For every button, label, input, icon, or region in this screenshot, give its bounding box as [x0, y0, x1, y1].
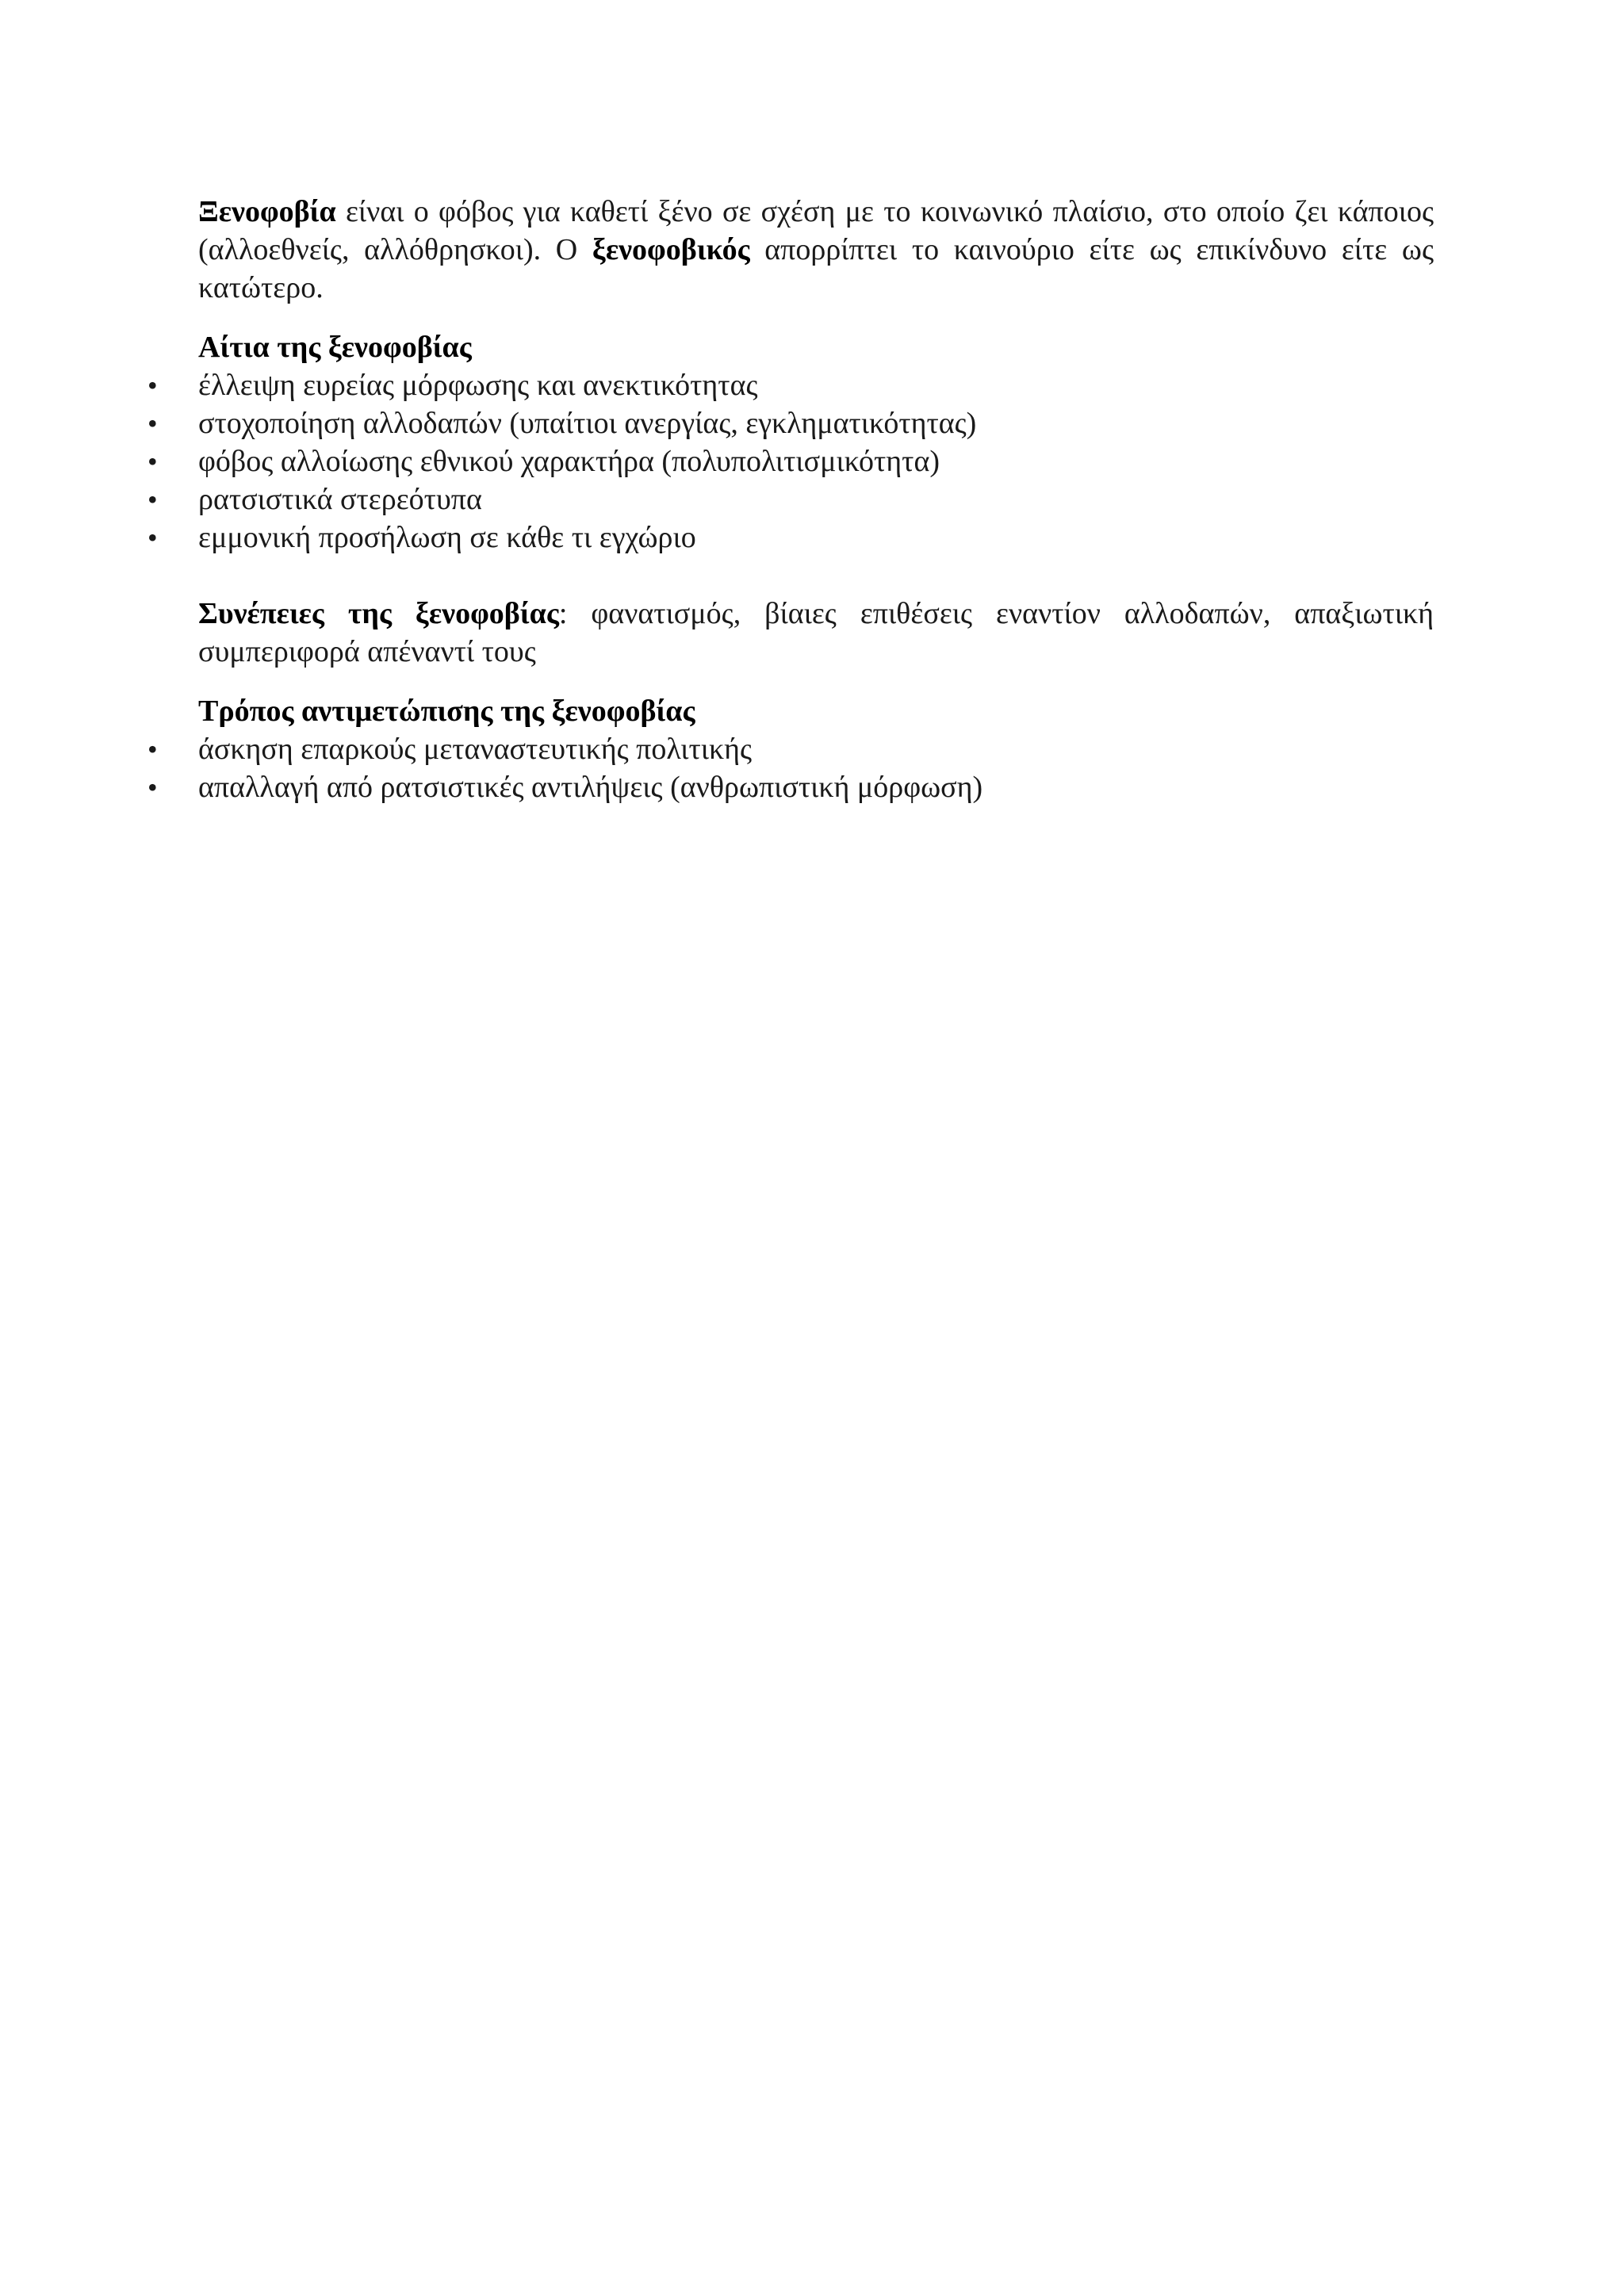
intro-term-xenophobia: Ξενοφοβία: [198, 195, 336, 228]
bullet-icon: •: [147, 771, 158, 803]
bullet-icon: •: [147, 484, 158, 515]
causes-heading: Αίτια της ξενοφοβίας: [198, 331, 472, 364]
list-item: [147, 519, 1434, 557]
list-item-text: απαλλαγή από ρατσιστικές αντιλήψεις (ανθρωπιστική μόρφωση): [198, 771, 983, 804]
list-item-text: έλλειψη ευρείας μόρφωσης και ανεκτικότητας: [198, 369, 758, 402]
document-body: [147, 193, 1434, 806]
bullet-icon: •: [147, 522, 158, 553]
list-item-text: ρατσιστικά στερεότυπα: [198, 483, 482, 516]
list-item: [147, 768, 1434, 806]
bullet-icon: •: [147, 369, 158, 401]
bullet-icon: •: [147, 408, 158, 439]
intro-text-2: απορρίπτει το καινούριο είτε ως επικίνδυνο είτε ως κατώτερο.: [198, 233, 1434, 304]
list-item: [147, 404, 1434, 442]
consequences-paragraph: [198, 595, 1434, 671]
intro-text-1: είναι ο φόβος για καθετί ξένο σε σχέση με το κοινωνικό πλαίσιο, στο οποίο ζει κάποιος (αλλοεθνείς, αλλόθρησκοι). Ο: [198, 195, 1434, 266]
causes-list: [147, 366, 1434, 557]
bullet-icon: •: [147, 446, 158, 477]
list-item-text: φόβος αλλοίωσης εθνικού χαρακτήρα (πολυπολιτισμικότητα): [198, 445, 940, 478]
list-item-text: άσκηση επαρκούς μεταναστευτικής πολιτικής: [198, 733, 753, 766]
list-item-text: στοχοποίηση αλλοδαπών (υπαίτιοι ανεργίας, εγκληματικότητας): [198, 407, 977, 440]
intro-term-xenophobic: ξενοφοβικός: [592, 233, 750, 266]
list-item: [147, 366, 1434, 404]
bullet-icon: •: [147, 733, 158, 765]
remedies-list: [147, 730, 1434, 806]
consequences-text: : φανατισμός, βίαιες επιθέσεις εναντίον αλλοδαπών, απαξιωτική συμπεριφορά απέναντί τους: [198, 597, 1434, 668]
list-item: [147, 480, 1434, 519]
remedies-heading: Τρόπος αντιμετώπισης της ξενοφοβίας: [198, 695, 695, 728]
list-item-text: εμμονική προσήλωση σε κάθε τι εγχώριο: [198, 521, 696, 554]
consequences-heading: Συνέπειες της ξενοφοβίας: [198, 597, 559, 630]
list-item: [147, 442, 1434, 480]
list-item: [147, 730, 1434, 768]
intro-paragraph: [198, 193, 1434, 307]
